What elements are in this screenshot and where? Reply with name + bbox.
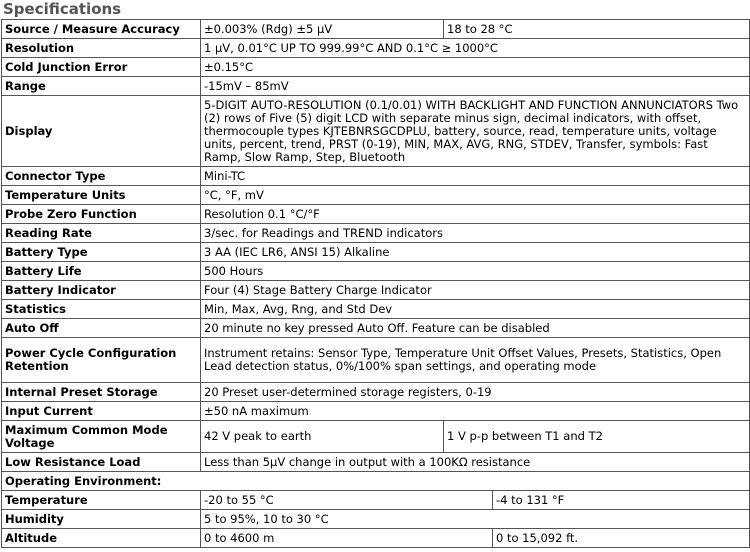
- row-value: 0 to 4600 m: [201, 529, 493, 548]
- table-row: [2, 167, 750, 186]
- row-value: 42 V peak to earth: [201, 421, 444, 453]
- row-value: 5-DIGIT AUTO-RESOLUTION (0.1/0.01) WITH BACKLIGHT AND FUNCTION ANNUNCIATORS Two (2) rows of Five (5) digit LCD with separate minus sign, decimal indicators, with offset, thermocouple types KJTEBNRSGCDPLU, battery, source, read, temperature units, voltage units, percent, trend, PRST (0-19), MIN, MAX, AVG, RNG, STDEV, Transfer, symbols: Fast Ramp, Slow Ramp, Step, Bluetooth: [201, 96, 750, 167]
- table-row: [2, 77, 750, 96]
- row-value-secondary: 18 to 28 °C: [444, 20, 750, 39]
- table-row: [2, 243, 750, 262]
- row-value-secondary: -4 to 131 °F: [493, 491, 750, 510]
- row-label: Reading Rate: [2, 224, 201, 243]
- table-row: [2, 186, 750, 205]
- table-row: [2, 58, 750, 77]
- row-label: Probe Zero Function: [2, 205, 201, 224]
- row-value: 1 µV, 0.01°C UP TO 999.99°C AND 0.1°C ≥ 1000°C: [201, 39, 750, 58]
- table-row: [2, 472, 750, 491]
- row-value: ±50 nA maximum: [201, 402, 750, 421]
- table-row: [2, 383, 750, 402]
- row-label: Connector Type: [2, 167, 201, 186]
- row-value-secondary: 1 V p-p between T1 and T2: [444, 421, 750, 453]
- page-title: Specifications: [3, 0, 122, 18]
- row-value-secondary: 0 to 15,092 ft.: [493, 529, 750, 548]
- row-label: Battery Type: [2, 243, 201, 262]
- row-label: Internal Preset Storage: [2, 383, 201, 402]
- row-label: Input Current: [2, 402, 201, 421]
- table-row: [2, 205, 750, 224]
- row-value: Four (4) Stage Battery Charge Indicator: [201, 281, 750, 300]
- table-row: [2, 224, 750, 243]
- row-label: Source / Measure Accuracy: [2, 20, 201, 39]
- row-value: Less than 5µV change in output with a 100KΩ resistance: [201, 453, 750, 472]
- row-value: Mini-TC: [201, 167, 750, 186]
- row-value: °C, °F, mV: [201, 186, 750, 205]
- row-label: Temperature: [2, 491, 201, 510]
- table-row: [2, 510, 750, 529]
- row-label: Display: [2, 96, 201, 167]
- row-value: 20 minute no key pressed Auto Off. Feature can be disabled: [201, 319, 750, 338]
- row-value: ±0.15°C: [201, 58, 750, 77]
- row-value: 5 to 95%, 10 to 30 °C: [201, 510, 750, 529]
- table-row: [2, 281, 750, 300]
- row-value: 20 Preset user-determined storage registers, 0-19: [201, 383, 750, 402]
- table-row: [2, 491, 750, 510]
- table-row: [2, 338, 750, 383]
- table-row: [2, 421, 750, 453]
- table-row: [2, 96, 750, 167]
- row-label: Battery Indicator: [2, 281, 201, 300]
- table-row: [2, 319, 750, 338]
- table-row: [2, 453, 750, 472]
- table-row: [2, 262, 750, 281]
- row-label: Power Cycle Configuration Retention: [2, 338, 201, 383]
- row-label: Low Resistance Load: [2, 453, 201, 472]
- table-row: [2, 402, 750, 421]
- row-value: Min, Max, Avg, Rng, and Std Dev: [201, 300, 750, 319]
- row-label: Altitude: [2, 529, 201, 548]
- row-value: Resolution 0.1 °C/°F: [201, 205, 750, 224]
- row-value: -20 to 55 °C: [201, 491, 493, 510]
- table-row: [2, 39, 750, 58]
- row-label: Range: [2, 77, 201, 96]
- row-value: -15mV – 85mV: [201, 77, 750, 96]
- row-label: Maximum Common Mode Voltage: [2, 421, 201, 453]
- row-value: ±0.003% (Rdg) ±5 µV: [201, 20, 444, 39]
- row-label: Auto Off: [2, 319, 201, 338]
- row-label: Resolution: [2, 39, 201, 58]
- table-row: [2, 20, 750, 39]
- spec-table: [1, 19, 750, 548]
- table-row: [2, 300, 750, 319]
- row-value: 3/sec. for Readings and TREND indicators: [201, 224, 750, 243]
- row-value: 500 Hours: [201, 262, 750, 281]
- row-value: Instrument retains: Sensor Type, Temperature Unit Offset Values, Presets, Statistics, Open Lead detection status, 0%/100% span settings, and operating mode: [201, 338, 750, 383]
- row-value: 3 AA (IEC LR6, ANSI 15) Alkaline: [201, 243, 750, 262]
- row-label: Battery Life: [2, 262, 201, 281]
- table-row: [2, 529, 750, 548]
- row-label: Temperature Units: [2, 186, 201, 205]
- row-label: Cold Junction Error: [2, 58, 201, 77]
- section-heading-operating-environment: Operating Environment:: [2, 472, 750, 491]
- row-label: Statistics: [2, 300, 201, 319]
- row-label: Humidity: [2, 510, 201, 529]
